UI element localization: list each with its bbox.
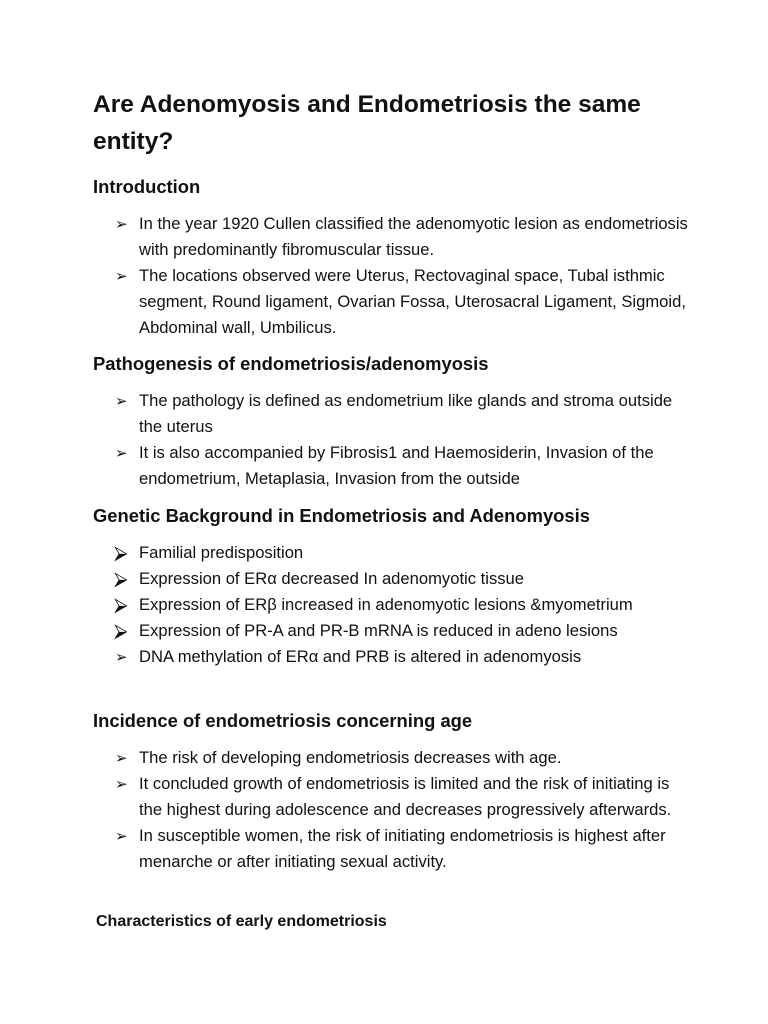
list-item [115, 566, 695, 592]
list-item [115, 745, 695, 771]
arrowhead-bullet-icon: ➢ [115, 267, 128, 285]
arrowhead-bullet-icon: ➢ [115, 392, 128, 410]
arrowhead-bullet-icon: ➢ [115, 215, 128, 233]
list-item [115, 211, 695, 263]
arrowhead-bullet-icon: ➢ [115, 827, 128, 845]
list-item [115, 540, 695, 566]
section-heading-pathogenesis: Pathogenesis of endometriosis/adenomyosis [93, 353, 489, 374]
list-item-text: In susceptible women, the risk of initiating endometriosis is highest after menarche or after initiating sexual activity. [139, 826, 666, 871]
list-item-text: Familial predisposition [139, 543, 304, 562]
list-item-text: The risk of developing endometriosis decreases with age. [139, 748, 562, 767]
arrowhead-bullet-icon: ➢ [115, 749, 128, 767]
list-item-text: The locations observed were Uterus, Rectovaginal space, Tubal isthmic segment, Round ligament, Ovarian Fossa, Uterosacral Ligament, Sigmoid, Abdominal wall, Umbilicus. [139, 266, 686, 337]
arrowhead-bullet-icon: ➢ [115, 648, 128, 666]
list-item [115, 388, 695, 440]
list-item-text: It concluded growth of endometriosis is limited and the risk of initiating is the highest during adolescence and decreases progressively afterwards. [139, 774, 672, 819]
section-heading-introduction: Introduction [93, 176, 201, 197]
list-item [115, 771, 695, 823]
arrowhead-bullet-icon: ⮚ [114, 594, 128, 616]
bullet-list-pathogenesis [115, 388, 695, 492]
list-item-text: It is also accompanied by Fibrosis1 and Haemosiderin, Invasion of the endometrium, Metaplasia, Invasion from the outside [139, 443, 654, 488]
arrowhead-bullet-icon: ➢ [115, 444, 128, 462]
list-item [115, 644, 695, 670]
bullet-list-incidence-age [115, 745, 695, 875]
list-item-text: DNA methylation of ERα and PRB is altered in adenomyosis [139, 647, 582, 666]
list-item-text: Expression of ERβ increased in adenomyotic lesions &myometrium [139, 595, 633, 614]
list-item-text: In the year 1920 Cullen classified the adenomyotic lesion as endometriosis with predominantly fibromuscular tissue. [139, 214, 688, 259]
arrowhead-bullet-icon: ⮚ [114, 568, 128, 590]
arrowhead-bullet-icon: ⮚ [114, 542, 128, 564]
bullet-list-genetic-background [115, 540, 695, 670]
list-item [115, 592, 695, 618]
list-item [115, 618, 695, 644]
arrowhead-bullet-icon: ➢ [115, 775, 128, 793]
document-title: Are Adenomyosis and Endometriosis the same entity? [93, 91, 641, 155]
section-heading-incidence-age: Incidence of endometriosis concerning age [93, 710, 473, 731]
list-item-text: Expression of ERα decreased In adenomyotic tissue [139, 569, 524, 588]
list-item [115, 263, 695, 341]
list-item [115, 440, 695, 492]
arrowhead-bullet-icon: ⮚ [114, 620, 128, 642]
section-heading-early-endometriosis: Characteristics of early endometriosis [96, 913, 387, 930]
list-item [115, 823, 695, 875]
bullet-list-introduction [115, 211, 695, 341]
list-item-text: The pathology is defined as endometrium like glands and stroma outside the uterus [139, 391, 673, 436]
section-heading-genetic-background: Genetic Background in Endometriosis and Adenomyosis [93, 505, 590, 526]
list-item-text: Expression of PR-A and PR-B mRNA is reduced in adeno lesions [139, 621, 618, 640]
